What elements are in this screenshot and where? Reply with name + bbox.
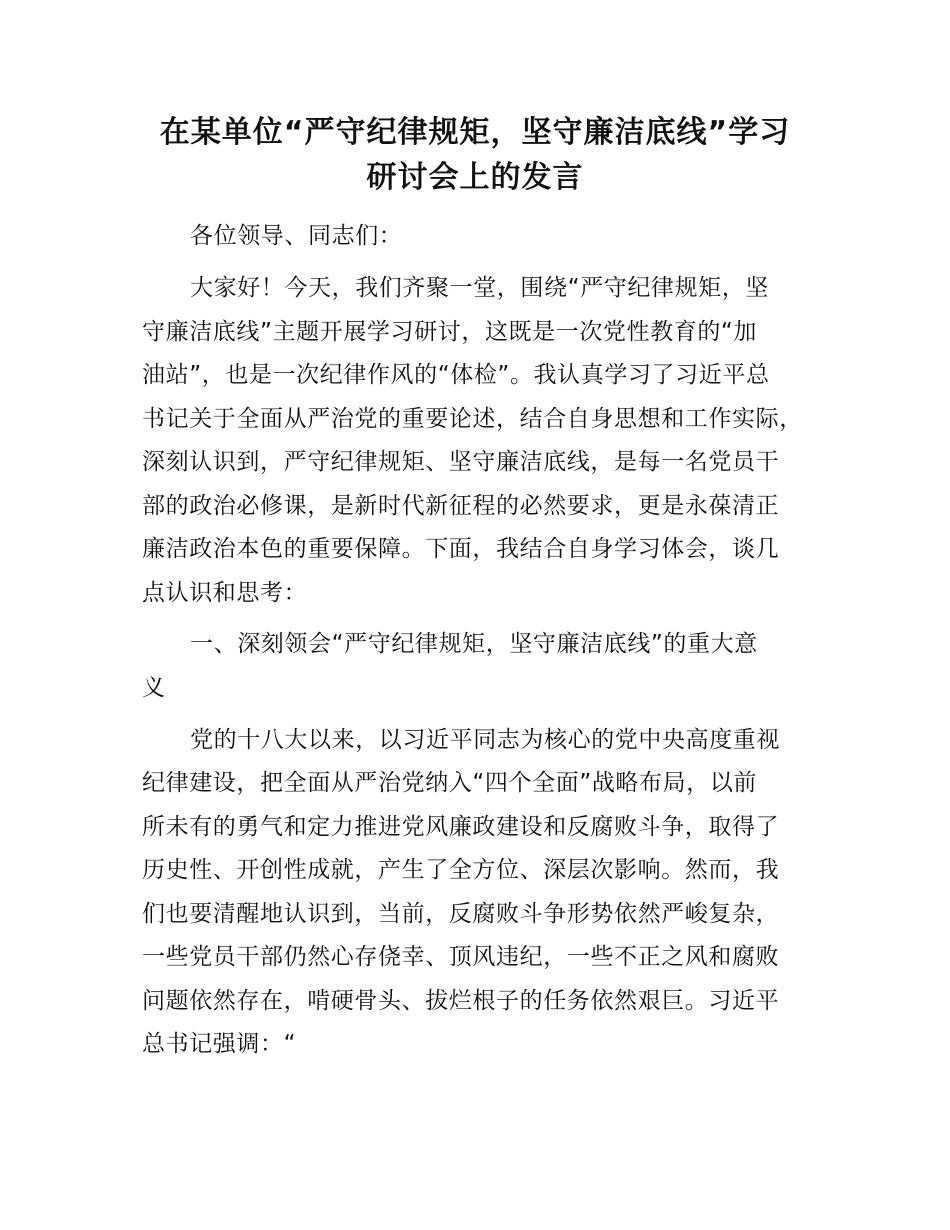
paragraph-line: 问题依然存在，啃硬骨头、拔烂根子的任务依然艰巨。习近平 (142, 988, 780, 1014)
paragraph-line: 党的十八大以来，以习近平同志为核心的党中央高度重视 (190, 727, 780, 753)
document-title-line-2: 研讨会上的发言 (366, 160, 584, 195)
paragraph-line: 廉洁政治本色的重要保障。下面，我结合自身学习体会，谈几 (142, 536, 780, 562)
paragraph-line: 们也要清醒地认识到，当前，反腐败斗争形势依然严峻复杂， (142, 901, 780, 927)
paragraph-line: 油站”，也是一次纪律作风的“体检”。我认真学习了习近平总 (142, 362, 770, 388)
paragraph-line: 所未有的勇气和定力推进党风廉政建设和反腐败斗争，取得了 (142, 814, 780, 840)
section-heading-line: 义 (142, 675, 166, 701)
paragraph-line: 一些党员干部仍然心存侥幸、顶风违纪，一些不正之风和腐败 (142, 944, 780, 970)
document-title-line-1: 在某单位“严守纪律规矩，坚守廉洁底线”学习 (159, 115, 791, 150)
paragraph-line: 纪律建设，把全面从严治党纳入“四个全面”战略布局，以前 (142, 770, 758, 796)
paragraph-line: 大家好！今天，我们齐聚一堂，围绕“严守纪律规矩，坚 (190, 275, 769, 301)
paragraph-line: 点认识和思考： (142, 580, 308, 606)
paragraph-line: 书记关于全面从严治党的重要论述，结合自身思想和工作实际， (142, 406, 803, 432)
paragraph-line: 深刻认识到，严守纪律规矩、坚守廉洁底线，是每一名党员干 (142, 449, 780, 475)
salutation: 各位领导、同志们： (190, 223, 403, 249)
paragraph-line: 守廉洁底线”主题开展学习研讨，这既是一次党性教育的“加 (142, 319, 758, 345)
paragraph-line: 部的政治必修课，是新时代新征程的必然要求，更是永葆清正 (142, 493, 780, 519)
paragraph-line: 总书记强调：“ (142, 1031, 297, 1057)
paragraph-line: 历史性、开创性成就，产生了全方位、深层次影响。然而，我 (142, 857, 780, 883)
section-heading-line: 一、深刻领会“严守纪律规矩，坚守廉洁底线”的重大意 (190, 631, 758, 657)
